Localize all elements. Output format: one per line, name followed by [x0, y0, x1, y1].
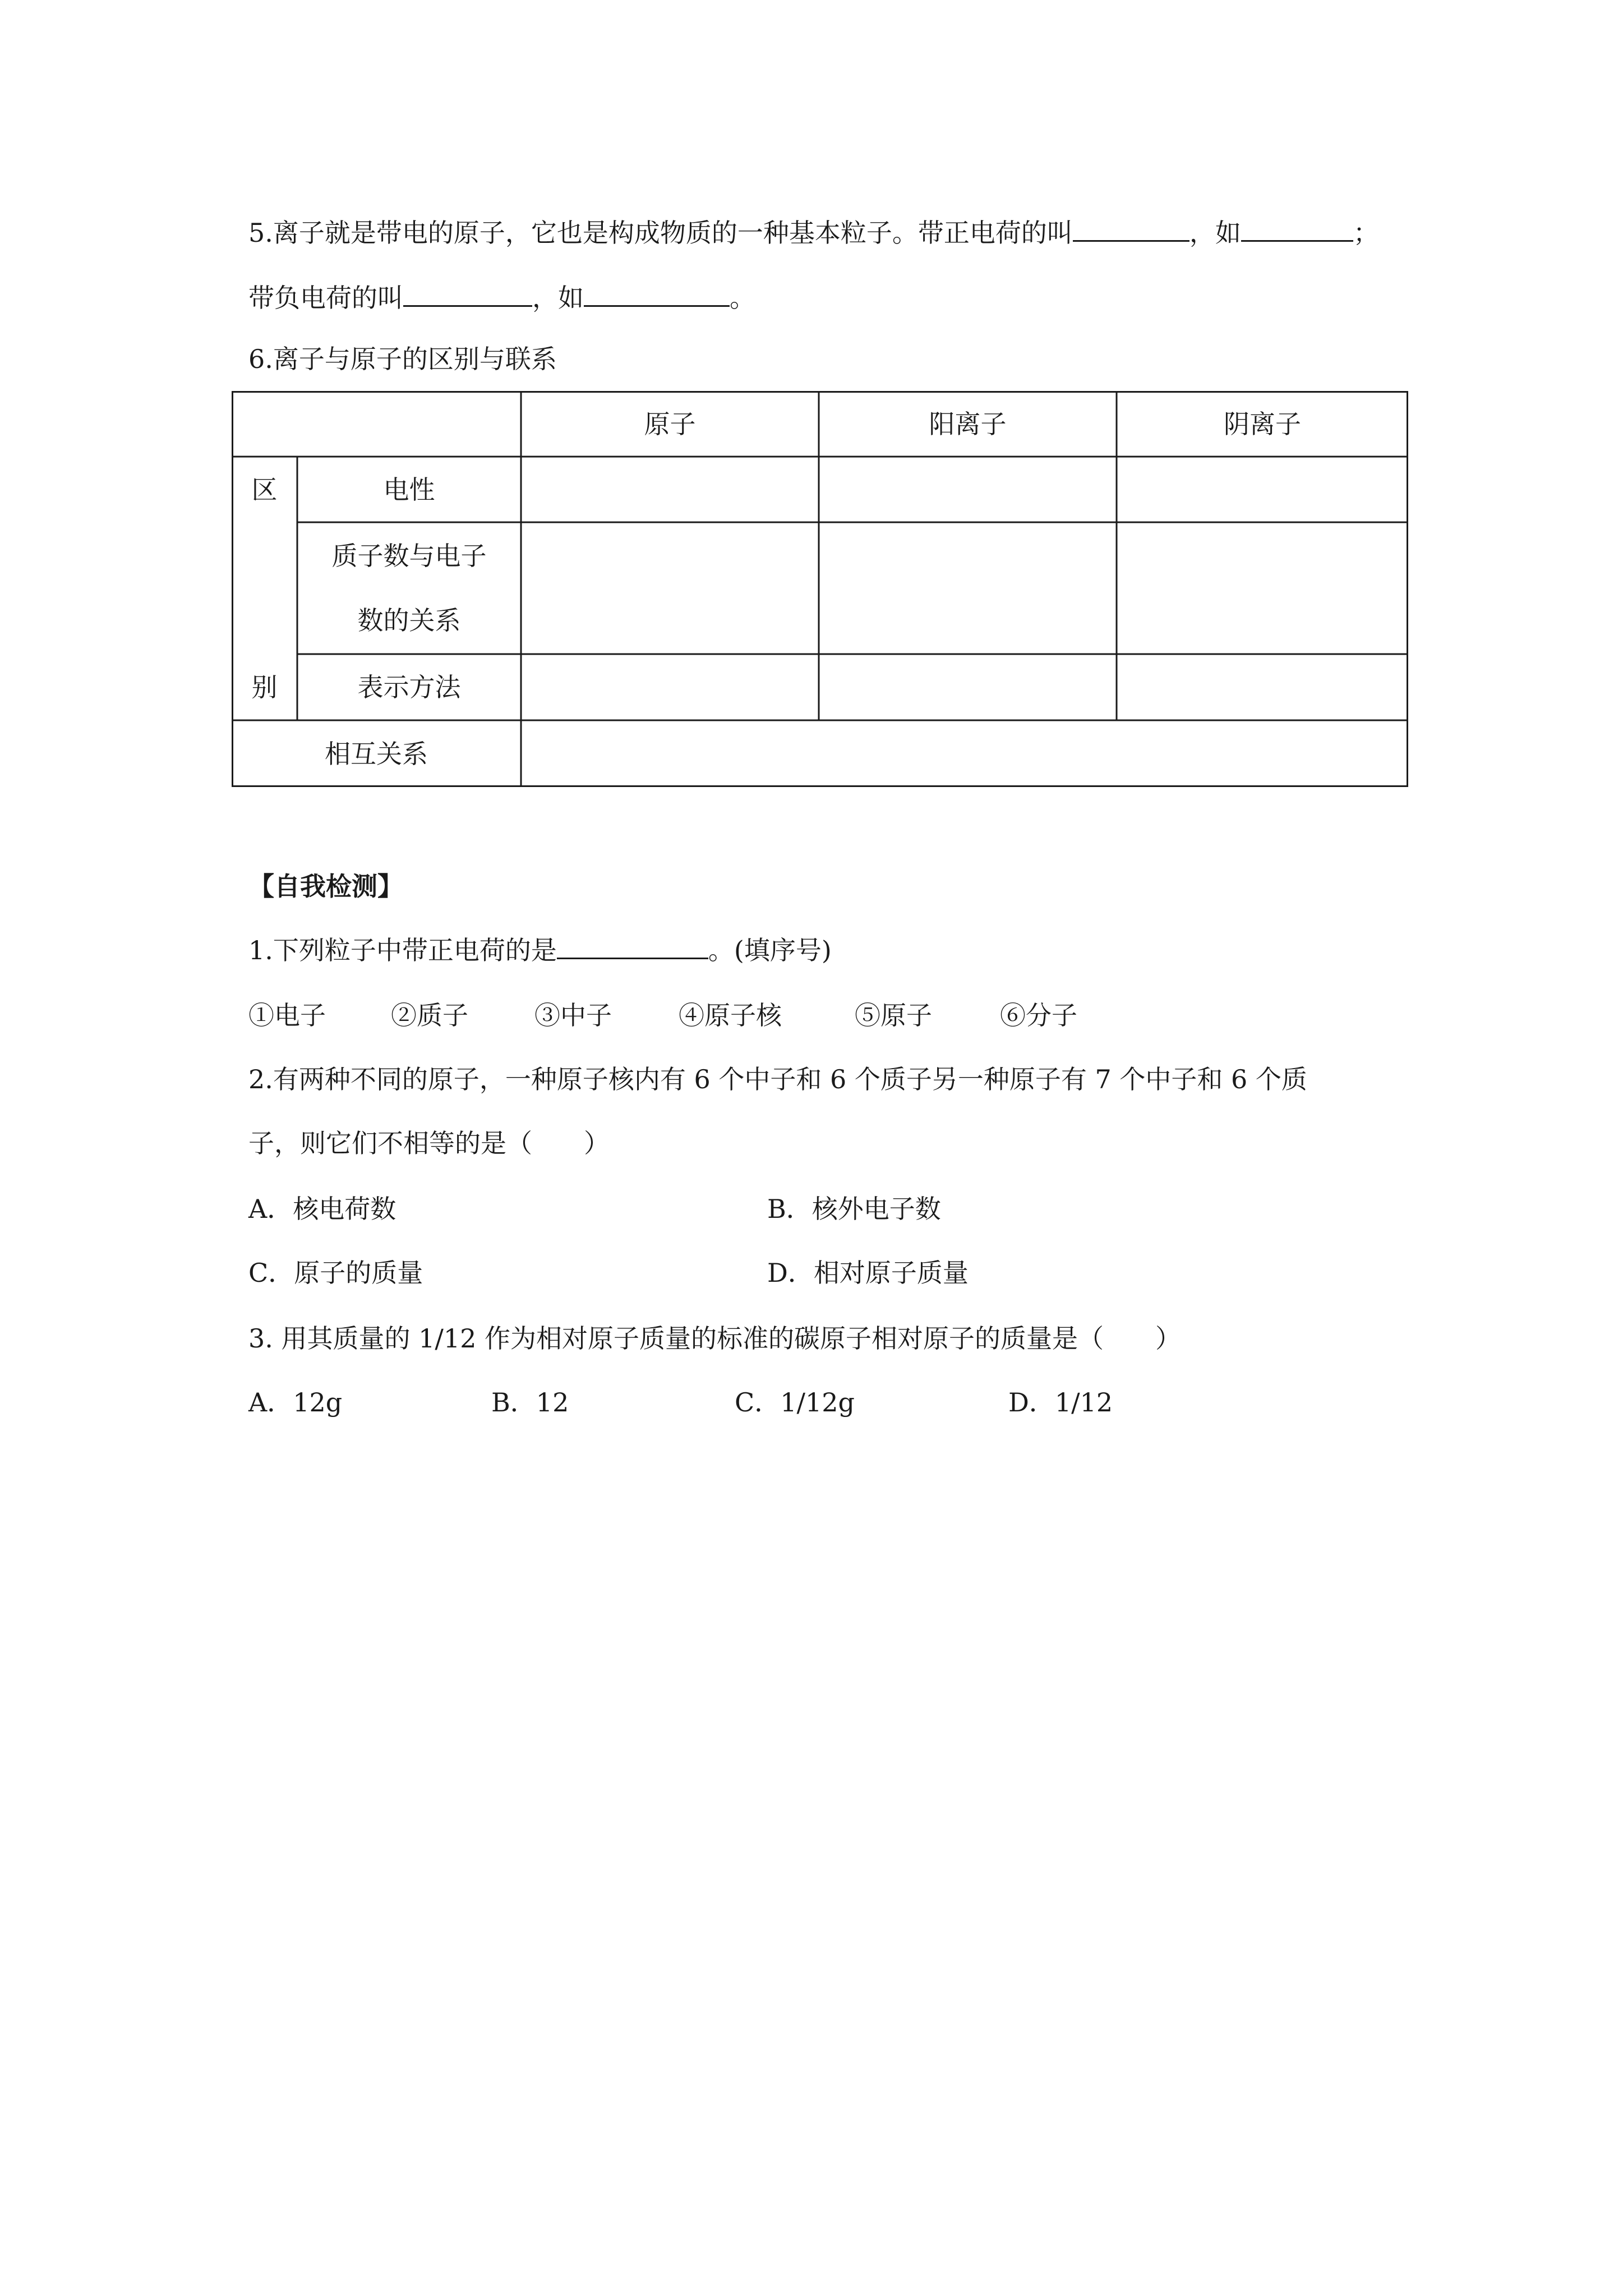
check-q1-blank[interactable]	[557, 933, 708, 959]
row-label-relationship: 相互关系	[325, 738, 428, 769]
answer-cell-charge-atom[interactable]	[521, 457, 819, 522]
q6-title: 6.离子与原子的区别与联系	[248, 344, 557, 374]
answer-cell-proton-atom[interactable]	[521, 522, 819, 654]
header-atom: 原子	[644, 408, 696, 439]
check-q3-option-c: C．1/12g	[735, 1387, 855, 1418]
answer-cell-charge-anion[interactable]	[1117, 457, 1408, 522]
row-label-proton-electron	[297, 522, 521, 654]
answer-cell-notation-cation[interactable]	[819, 654, 1117, 720]
check-q1-option-2: ②质子	[391, 1000, 468, 1030]
answer-cell-charge-cation[interactable]	[819, 457, 1117, 522]
check-q1-option-3: ③中子	[534, 1000, 612, 1030]
q5-text-1: 5.离子就是带电的原子，它也是构成物质的一种基本粒子。带正电荷的叫	[248, 218, 1073, 248]
q5-blank-4[interactable]	[584, 280, 730, 307]
check-q3-option-a: A．12g	[248, 1387, 343, 1418]
row-label-charge: 电性	[383, 474, 435, 505]
answer-cell-relationship[interactable]	[521, 720, 1408, 787]
group-label-top: 区	[251, 474, 278, 505]
answer-cell-notation-anion[interactable]	[1117, 654, 1408, 720]
check-q1-option-5: ⑤原子	[855, 1000, 932, 1030]
check-q3: 3. 用其质量的 1/12 作为相对原子质量的标准的碳原子相对原子的质量是（ ）	[248, 1323, 1182, 1354]
row-label-notation: 表示方法	[357, 672, 461, 702]
check-q1-text: 1.下列粒子中带正电荷的是	[248, 935, 557, 965]
check-q1-option-4: ④原子核	[679, 1000, 782, 1030]
check-q1	[248, 933, 832, 967]
check-q2-line-2: 子，则它们不相等的是（ ）	[248, 1128, 610, 1158]
check-q2-line-1: 2.有两种不同的原子，一种原子核内有 6 个中子和 6 个质子另一种原子有 7 个中子和 6 个质	[248, 1064, 1307, 1094]
check-q3-option-d: D．1/12	[1008, 1387, 1113, 1418]
check-q2-option-b: B．核外电子数	[767, 1194, 941, 1224]
q5-line-1	[248, 215, 1379, 250]
self-check-heading: 【自我检测】	[248, 871, 403, 901]
row-label-proton-electron-line2: 数的关系	[357, 605, 461, 636]
header-anion: 阴离子	[1224, 408, 1301, 439]
q5-line-2	[248, 280, 755, 315]
q5-blank-3[interactable]	[403, 280, 532, 307]
q5-blank-2[interactable]	[1241, 215, 1353, 242]
ion-atom-comparison-table	[232, 391, 1408, 787]
check-q1-option-1: ①电子	[248, 1000, 326, 1030]
check-q1-suffix: 。(填序号)	[708, 935, 832, 965]
answer-cell-proton-cation[interactable]	[819, 522, 1117, 654]
check-q1-option-6: ⑥分子	[1000, 1000, 1077, 1030]
group-label-bottom: 别	[251, 672, 278, 702]
answer-cell-notation-atom[interactable]	[521, 654, 819, 720]
check-q2-option-a: A．核电荷数	[248, 1194, 396, 1224]
check-q2-option-c: C．原子的质量	[248, 1258, 423, 1288]
q5-sep-2: ，如	[532, 283, 584, 313]
q5-end-2: 。	[730, 283, 755, 313]
q5-sep-1: ，如	[1189, 218, 1241, 248]
check-q2-option-d: D．相对原子质量	[767, 1258, 969, 1288]
header-cation: 阳离子	[929, 408, 1007, 439]
answer-cell-proton-anion[interactable]	[1117, 522, 1408, 654]
check-q3-option-b: B．12	[491, 1387, 569, 1418]
q5-end-1: ；	[1353, 218, 1379, 248]
q5-text-2: 带负电荷的叫	[248, 283, 403, 313]
row-label-proton-electron-line1: 质子数与电子	[331, 540, 487, 571]
q5-blank-1[interactable]	[1073, 215, 1189, 242]
